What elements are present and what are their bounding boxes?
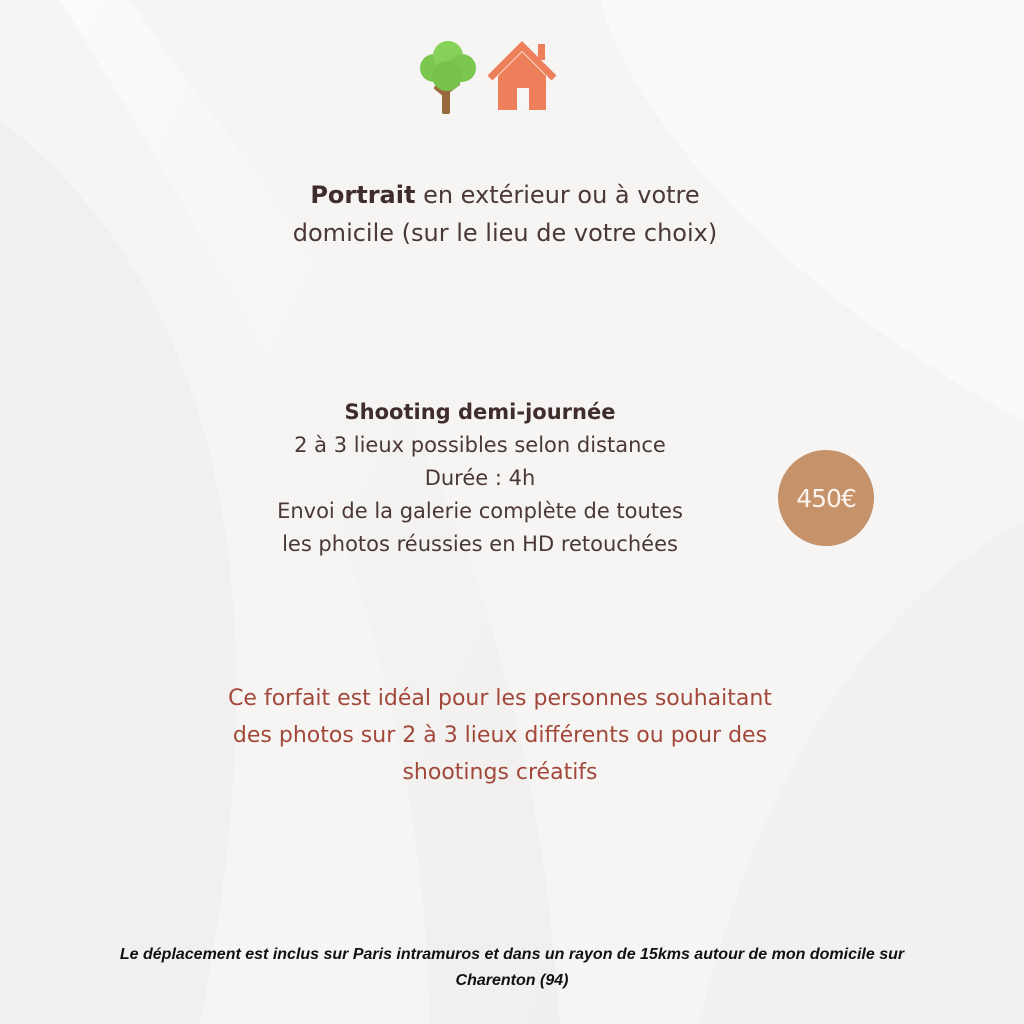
offer-line: 2 à 3 lieux possibles selon distance xyxy=(294,433,666,457)
note-line: Ce forfait est idéal pour les personnes souhaitant xyxy=(228,686,772,711)
footer-line-2: Charenton (94) xyxy=(455,972,569,989)
price-value: 450€ xyxy=(796,483,856,513)
intro-line-2: domicile (sur le lieu de votre choix) xyxy=(292,219,718,247)
offer-details xyxy=(200,396,760,561)
footer-line-1: Le déplacement est inclus sur Paris intramuros et dans un rayon de 15kms autour de mon domicile sur xyxy=(119,946,905,963)
icon-group xyxy=(414,36,564,120)
intro-bold-title: Portrait xyxy=(310,181,416,209)
offer-title: Shooting demi-journée xyxy=(344,400,616,424)
price-badge xyxy=(778,450,874,546)
intro-line-1-rest: en extérieur ou à votre xyxy=(415,181,700,209)
travel-footer-note xyxy=(30,942,994,994)
note-line: des photos sur 2 à 3 lieux différents ou pour des xyxy=(232,723,768,748)
offer-line: les photos réussies en HD retouchées xyxy=(282,532,678,556)
note-line: shootings créatifs xyxy=(402,760,598,785)
intro-line-1 xyxy=(170,176,840,214)
intro-text xyxy=(170,176,840,252)
offer-line: Durée : 4h xyxy=(424,466,536,490)
house-icon xyxy=(490,44,554,110)
tree-icon xyxy=(420,41,476,114)
offer-line: Envoi de la galerie complète de toutes xyxy=(277,499,683,523)
package-note xyxy=(160,680,840,791)
